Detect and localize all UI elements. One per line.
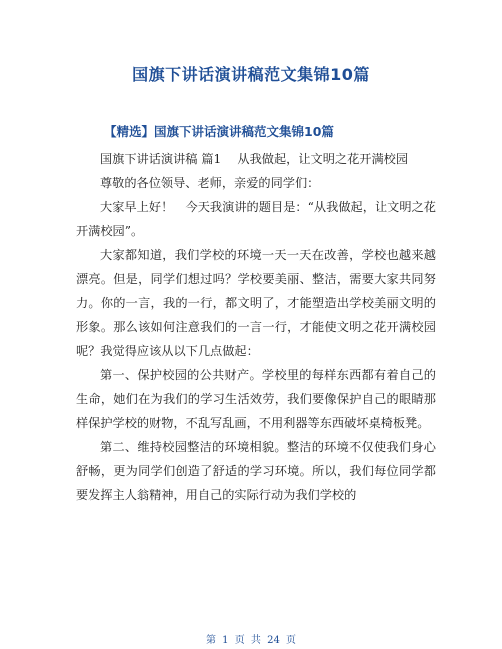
paragraph-point-two: 第二、维持校园整洁的环境相貌。整洁的环境不仅使我们身心舒畅，更为同学们创造了舒适的学习环境。所以，我们每位同学都要发挥主人翁精神，用自己的实际行动为我们学校的	[76, 440, 436, 502]
paragraph-salutation: 尊敬的各位领导、老师，亲爱的同学们：	[100, 176, 320, 190]
paragraph-point-one: 第一、保护校园的公共财产。学校里的每样东西都有着自己的生命，她们在为我们的学习生活效劳，我们要像保护自己的眼睛那样保护学校的财物，不乱写乱画，不用利器等东西破坏桌椅板凳。	[76, 368, 436, 430]
section-heading: 【精选】国旗下讲话演讲稿范文集锦10篇	[104, 124, 334, 139]
document-title: 国旗下讲话演讲稿范文集锦10篇	[132, 65, 370, 84]
paragraph-intro: 大家都知道，我们学校的环境一天一天在改善，学校也越来越漂亮。但是，同学们想过吗？学校要美丽、整洁，需要大家共同努力。你的一言，我的一行，都文明了，才能塑造出学校美丽文明的形象。那么该如何注意我们的一言一行，才能使文明之花开满校园呢？我觉得应该从以下几点做起：	[76, 248, 436, 358]
page-footer: 第 1 页 共 24 页	[206, 635, 296, 646]
document-body	[76, 147, 436, 507]
paragraph-speech-heading: 国旗下讲话演讲稿 篇1 从我做起，让文明之花开满校园	[100, 152, 409, 166]
paragraph-greeting: 大家早上好！ 今天我演讲的题目是：“从我做起，让文明之花开满校园”。	[76, 200, 436, 238]
